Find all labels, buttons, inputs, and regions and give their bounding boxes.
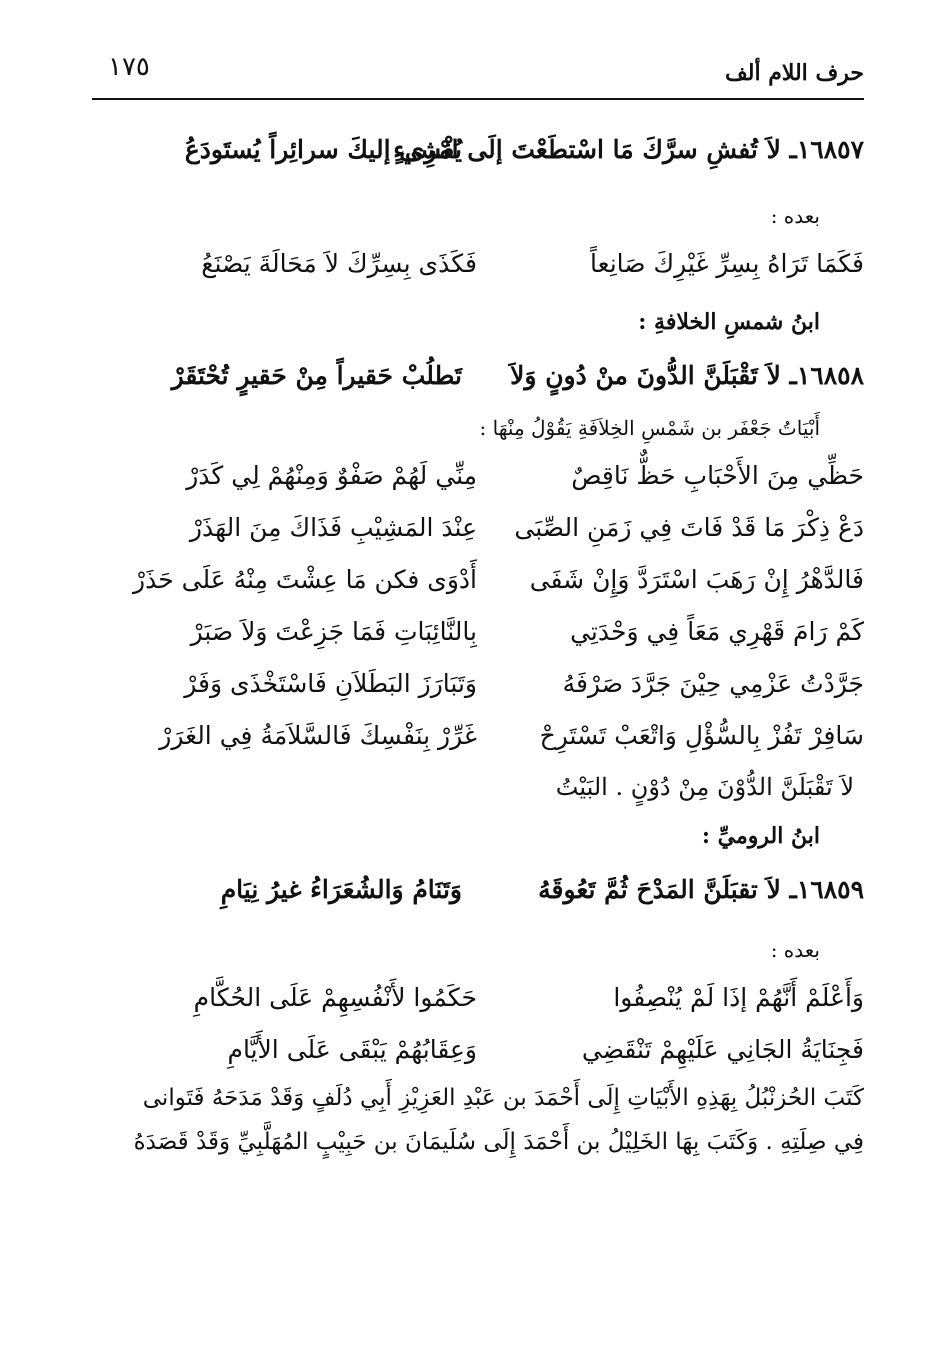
intro-16858: أَبْيَاتُ جَعْفَر بن شَمْسِ الخِلاَفَةِ يَقُوْلُ مِنْهَا : [479,416,820,440]
header-rule [92,98,864,100]
page-number: ١٧٥ [108,52,150,82]
poem-verse-first-half: حَظِّي مِنَ الأَحْبَابِ حَظٌّ نَاقِصٌ [571,461,864,490]
poem-verse [92,658,864,710]
after-label-16857: بعده : [770,204,820,228]
poem-verse [92,1024,864,1076]
poem-verse-first-half: سَافِرْ تَفُزْ بِالسُّؤْلِ وَاتْعَبْ تَسْتَرِحْ [539,721,864,750]
page-header [92,44,864,100]
poem-verse-second-half: حَكَمُوا لأَنْفُسِهِمْ عَلَى الحُكَّامِ [193,983,477,1012]
poem-verse-first-half: فَجِنَايَةُ الجَانِي عَلَيْهِمْ تَنْقَضِي [581,1035,864,1064]
prose-line: كَتَبَ الحُزنْبُلُ بِهَذِهِ الأَبْيَاتِ إِلَى أَحْمَدَ بن عَبْدِ العَزِيْزِ أَبِي دُلَفٍ وَقَدْ مَدَحَهُ فَتَوانى [142,1085,864,1111]
poem-verse-second-half: غَرِّرْ بِنَفْسِكَ فَالسَّلاَمَةُ فِي الغَرَرْ [159,721,477,750]
poem-verse-second-half: وَعِقَابُهُمْ يَبْقَى عَلَى الأَيَّامِ [227,1035,477,1064]
poet-name-1: ابنُ شمسِ الخلافةِ : [638,309,820,335]
poem-verse [92,450,864,502]
poem-verse-second-half: مِنِّي لَهُمْ صَفْوٌ وَمِنْهُمْ لِي كَدَرْ [186,461,477,490]
verse-16858 [92,346,864,406]
verse-after-16857-first-half: فَكَمَا تَرَاهُ بِسِرِّ غَيْرِكَ صَانِعاً [590,249,864,278]
poem-verse-first-half: وَأَعْلَمْ أَنَّهُمْ إذَا لَمْ يُنْصِفُوا [613,983,864,1012]
verse-after-16857-second-half: فَكَذَى بِسِرِّكَ لاَ مَحَالَةَ يَصْنَعُ [201,249,477,278]
verse-16859-second-half: وَتَنَامُ وَالشُعَرَاءُ غيرُ نِيَامِ [220,875,462,904]
prose-line: فِي صِلَتِهِ . وَكَتَبَ بِهَا الخَلِيْلُ بن أَحْمَدَ إِلَى سُلَيمَانَ بن حَبِيْبٍ المُهَلَّبِيِّ وَقَدْ قَصَدَهُ [133,1129,864,1155]
verse-16858-first-half: ١٦٨٥٨ـ لاَ تَقْبَلَنَّ الدُّونَ منْ دُونٍ وَلاَ [510,361,864,390]
verse-after-16857 [92,238,864,290]
verse-16857 [92,120,864,180]
poem-verse-second-half: أَدْوَى فكن مَا عِشْتَ مِنْهُ عَلَى حَذَرْ [133,565,477,594]
poem-verse-first-half: دَعْ ذِكْرَ مَا قَدْ فَاتَ فِي زَمَنِ الصِّبَى [514,513,864,542]
poem-verse-second-half: بِالنَّائِبَاتِ فَمَا جَزِعْتَ وَلاَ صَبَرْ [190,617,477,646]
running-title: حرف اللام ألف [724,60,864,86]
closing-text-16858: لاَ تَقْبَلَنَّ الدُّوْنَ مِنْ دُوْنٍ . البَيْتُ [555,773,854,801]
poem-verse [92,502,864,554]
poem-verse [92,710,864,762]
prose-paragraph [92,1076,864,1164]
verse-16858-second-half: تَطلُبْ حَقيراً مِنْ حَقيرٍ تُحْتَقَرْ [171,361,462,390]
poem-verse-first-half: كَمْ رَامَ قَهْرِي مَعَاً فِي وَحْدَتِي [570,617,864,646]
poem-verse-first-half: فَالدَّهْرُ إِنْ رَهَبَ اسْتَرَدَّ وَإِنْ شَفَى [529,565,864,594]
poet-name-2: ابنُ الروميِّ : [701,823,820,849]
poem-verse [92,972,864,1024]
poem-verse [92,606,864,658]
after-label-16859: بعده : [770,938,820,962]
closing-line-16858 [92,762,864,812]
verse-16859 [92,860,864,920]
poem-verse [92,554,864,606]
verse-16857-second-half: يُفْشي إليكَ سرائِراً يُستَودَعُ [184,135,462,164]
poem-verse-second-half: عِنْدَ المَشِيْبِ فَذَاكَ مِنَ الهَذَرْ [189,513,477,542]
poem-verse-first-half: جَرَّدْتُ عَزْمِي حِيْنَ جَرَّدَ صَرْفَهُ [562,669,864,698]
page-body [92,112,864,1164]
verse-16859-first-half: ١٦٨٥٩ـ لاَ تقبَلَنَّ المَدْحَ ثُمَّ تَعُوقَهُ [538,875,864,904]
verse-16857-first-half: ١٦٨٥٧ـ لاَ تُفشِ سرَّكَ مَا اسْتطَعْتَ إلَى امْرِىءٍ [393,135,864,164]
poem-verse-second-half: وَتَبَارَزَ البَطَلاَنِ فَاسْتَخْذَى وَفَرْ [184,669,477,698]
